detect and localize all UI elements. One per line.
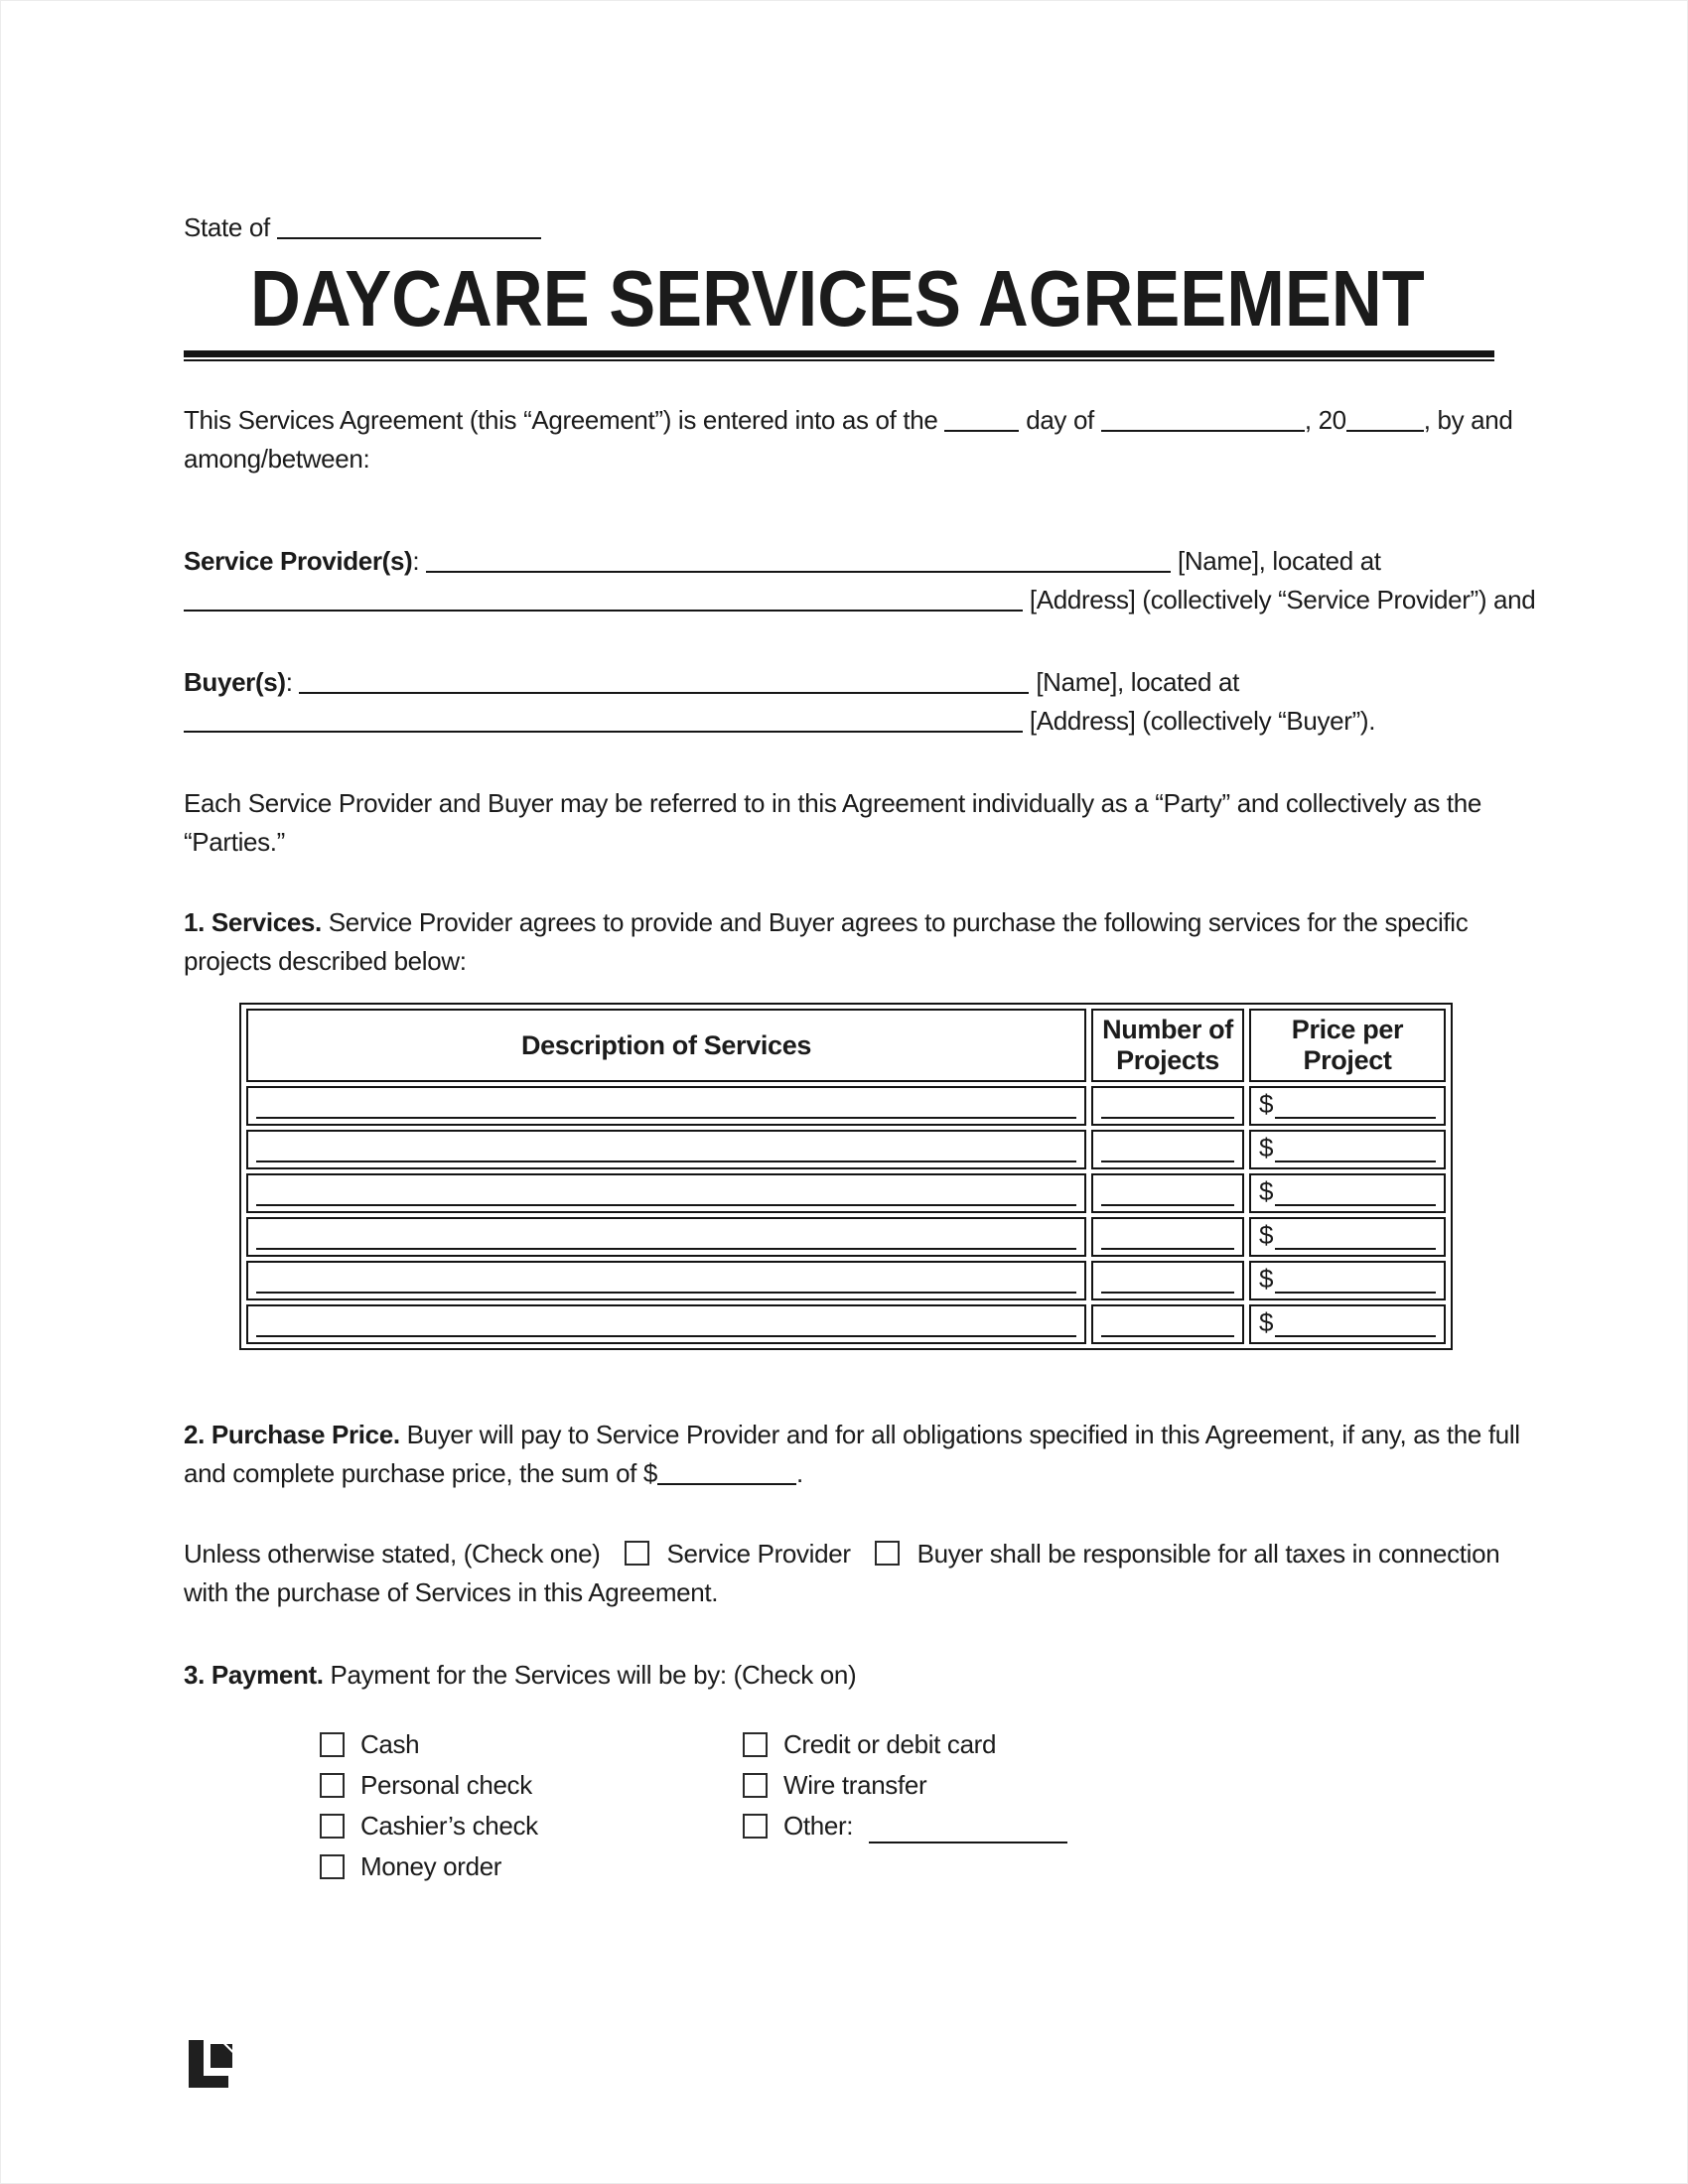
description-blank[interactable] <box>256 1089 1076 1119</box>
price-cell <box>1249 1173 1446 1213</box>
projects-blank[interactable] <box>1101 1176 1234 1206</box>
money-order-label: Money order <box>360 1851 502 1881</box>
description-cell <box>246 1130 1086 1169</box>
projects-cell <box>1091 1217 1244 1257</box>
section-2-purchase-price <box>184 1416 1539 1493</box>
personal-check-checkbox[interactable] <box>320 1773 345 1798</box>
service-provider-paragraph <box>184 542 1539 619</box>
service-provider-tax-checkbox[interactable] <box>625 1541 649 1566</box>
projects-cell <box>1091 1130 1244 1169</box>
wire-transfer-label: Wire transfer <box>783 1770 927 1800</box>
price-blank[interactable] <box>1275 1133 1436 1162</box>
intro-text-after-year: , by and among/between: <box>184 405 1513 474</box>
header-number-of-projects: Number of Projects <box>1091 1009 1244 1082</box>
purchase-price-blank[interactable] <box>657 1457 796 1485</box>
projects-cell <box>1091 1261 1244 1300</box>
description-blank[interactable] <box>256 1220 1076 1250</box>
section-3-label: 3. Payment. <box>184 1660 324 1690</box>
section-3-payment <box>184 1656 1539 1695</box>
parties-clause-text: Each Service Provider and Buyer may be referred to in this Agreement individually as a “Party” and collectively as the “Parties.” <box>184 788 1482 857</box>
year-blank[interactable] <box>1346 404 1424 432</box>
description-cell <box>246 1217 1086 1257</box>
wire-transfer-checkbox[interactable] <box>743 1773 768 1798</box>
buyer-name-blank[interactable] <box>299 666 1029 694</box>
cashiers-check-checkbox[interactable] <box>320 1814 345 1839</box>
header-description-of-services: Description of Services <box>246 1009 1086 1082</box>
services-table <box>239 1003 1453 1350</box>
description-blank[interactable] <box>256 1307 1076 1337</box>
section-1-services <box>184 903 1539 981</box>
section-2-period: . <box>796 1458 803 1488</box>
other-label: Other: <box>783 1811 854 1841</box>
projects-blank[interactable] <box>1101 1133 1234 1162</box>
price-blank[interactable] <box>1275 1307 1436 1337</box>
tax-responsibility-clause <box>184 1535 1539 1612</box>
title-rule <box>184 350 1494 361</box>
payment-option-other <box>743 1806 1539 1846</box>
money-order-checkbox[interactable] <box>320 1854 345 1879</box>
state-of-line <box>184 208 1539 247</box>
description-cell <box>246 1261 1086 1300</box>
projects-cell <box>1091 1086 1244 1126</box>
intro-paragraph <box>184 401 1539 478</box>
other-blank[interactable] <box>869 1816 1067 1843</box>
description-blank[interactable] <box>256 1264 1076 1294</box>
cash-checkbox[interactable] <box>320 1732 345 1757</box>
description-cell <box>246 1173 1086 1213</box>
services-table-row <box>246 1304 1446 1344</box>
payment-option-credit-or-debit <box>743 1724 1539 1765</box>
services-table-row <box>246 1173 1446 1213</box>
section-3-body: Payment for the Services will be by: (Check on) <box>330 1660 857 1690</box>
buyer-paragraph <box>184 663 1539 741</box>
description-cell <box>246 1304 1086 1344</box>
price-cell <box>1249 1086 1446 1126</box>
intro-text-before-day: This Services Agreement (this “Agreement”) is entered into as of the <box>184 405 938 435</box>
price-cell <box>1249 1304 1446 1344</box>
payment-option-money-order <box>320 1846 743 1887</box>
section-1-label: 1. Services. <box>184 907 322 937</box>
currency-symbol: $ <box>1259 1264 1274 1294</box>
section-2-body: Buyer will pay to Service Provider and for all obligations specified in this Agreement, if any, as the full and complete purchase price, the sum of $ <box>184 1420 1520 1488</box>
payment-option-cashiers-check <box>320 1806 743 1846</box>
currency-symbol: $ <box>1259 1133 1274 1162</box>
service-provider-address-hint: [Address] (collectively “Service Provider”) and <box>1029 585 1536 614</box>
tax-option-service-provider: Service Provider <box>666 1539 851 1569</box>
description-blank[interactable] <box>256 1133 1076 1162</box>
description-cell <box>246 1086 1086 1126</box>
cash-label: Cash <box>360 1729 420 1759</box>
intro-day-word: day of <box>1026 405 1094 435</box>
page-title <box>250 254 1539 342</box>
service-provider-name-hint: [Name], located at <box>1177 546 1381 576</box>
services-table-row <box>246 1261 1446 1300</box>
service-provider-name-blank[interactable] <box>426 545 1171 573</box>
credit-or-debit-label: Credit or debit card <box>783 1729 997 1759</box>
day-blank[interactable] <box>944 404 1019 432</box>
service-provider-colon: : <box>412 546 427 576</box>
services-table-row <box>246 1217 1446 1257</box>
other-checkbox[interactable] <box>743 1814 768 1839</box>
price-cell <box>1249 1261 1446 1300</box>
projects-blank[interactable] <box>1101 1089 1234 1119</box>
projects-cell <box>1091 1304 1244 1344</box>
buyer-address-blank[interactable] <box>184 705 1023 733</box>
tax-clause-after: shall be responsible for all taxes in connection with the purchase of Services in this Agreement. <box>184 1539 1500 1607</box>
state-blank[interactable] <box>277 211 541 239</box>
services-table-row <box>246 1130 1446 1169</box>
price-blank[interactable] <box>1275 1089 1436 1119</box>
projects-blank[interactable] <box>1101 1264 1234 1294</box>
payment-option-wire-transfer <box>743 1765 1539 1806</box>
header-price-per-project: Price per Project <box>1249 1009 1446 1082</box>
currency-symbol: $ <box>1259 1307 1274 1337</box>
legal-templates-logo-icon <box>189 2040 238 2088</box>
personal-check-label: Personal check <box>360 1770 532 1800</box>
currency-symbol: $ <box>1259 1220 1274 1250</box>
projects-cell <box>1091 1173 1244 1213</box>
payment-option-personal-check <box>320 1765 743 1806</box>
section-1-body: Service Provider agrees to provide and Buyer agrees to purchase the following services for the specific projects described below: <box>184 907 1469 976</box>
buyer-tax-checkbox[interactable] <box>875 1541 900 1566</box>
parties-clause-paragraph <box>184 784 1539 862</box>
price-blank[interactable] <box>1275 1176 1436 1206</box>
description-blank[interactable] <box>256 1176 1076 1206</box>
state-of-label: State of <box>184 212 270 242</box>
service-provider-label: Service Provider(s) <box>184 546 413 576</box>
cashiers-check-label: Cashier’s check <box>360 1811 538 1841</box>
currency-symbol: $ <box>1259 1176 1274 1206</box>
price-blank[interactable] <box>1275 1220 1436 1250</box>
payment-methods-list <box>320 1724 1539 1887</box>
services-table-header-row <box>246 1009 1446 1082</box>
intro-year-prefix: 20 <box>1318 405 1346 435</box>
services-table-row <box>246 1086 1446 1126</box>
tax-option-buyer: Buyer <box>916 1539 983 1569</box>
payment-option-cash <box>320 1724 743 1765</box>
buyer-label: Buyer(s) <box>184 667 286 697</box>
services-table-body <box>246 1086 1446 1344</box>
credit-or-debit-checkbox[interactable] <box>743 1732 768 1757</box>
price-blank[interactable] <box>1275 1264 1436 1294</box>
buyer-name-hint: [Name], located at <box>1036 667 1240 697</box>
tax-clause-before: Unless otherwise stated, (Check one) <box>184 1539 601 1569</box>
section-2-label: 2. Purchase Price. <box>184 1420 400 1449</box>
projects-blank[interactable] <box>1101 1307 1234 1337</box>
intro-comma: , <box>1304 405 1312 435</box>
price-cell <box>1249 1130 1446 1169</box>
price-cell <box>1249 1217 1446 1257</box>
page-title-text: DAYCARE SERVICES AGREEMENT <box>250 254 1425 342</box>
month-blank[interactable] <box>1101 404 1305 432</box>
service-provider-address-blank[interactable] <box>184 584 1023 612</box>
projects-blank[interactable] <box>1101 1220 1234 1250</box>
buyer-colon: : <box>285 667 300 697</box>
buyer-address-hint: [Address] (collectively “Buyer”). <box>1029 706 1376 736</box>
currency-symbol: $ <box>1259 1089 1274 1119</box>
